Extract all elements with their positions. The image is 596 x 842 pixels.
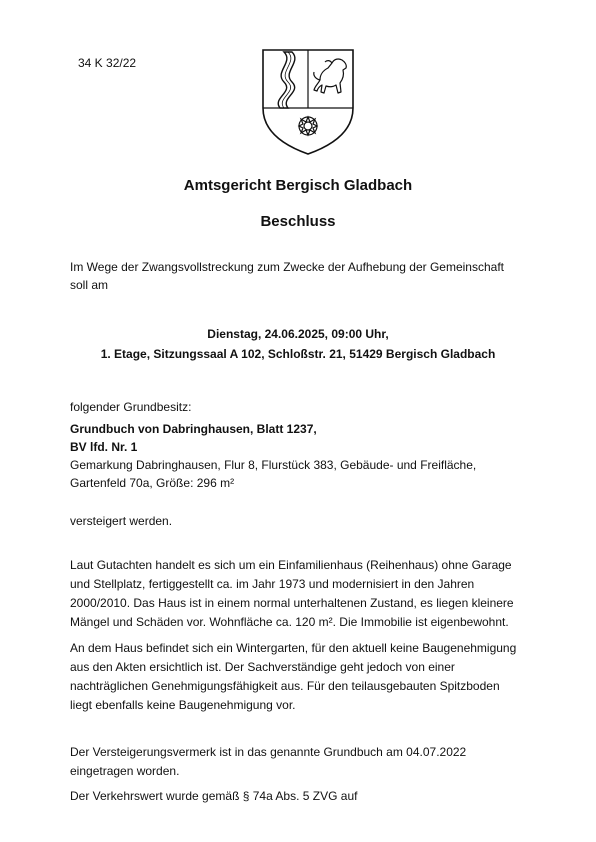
paragraph1-line-1: Laut Gutachten handelt es sich um ein Einfamilienhaus (Reihenhaus) ohne Garage [70, 558, 512, 572]
paragraph2-line-1: An dem Haus befindet sich ein Wintergarten, für den aktuell keine Baugenehmigung [70, 641, 517, 655]
bv-number: BV lfd. Nr. 1 [70, 440, 138, 454]
paragraph2-line-4: liegt ebenfalls keine Baugenehmigung vor. [70, 698, 296, 712]
nrw-coat-of-arms-icon [258, 46, 358, 158]
appointment-location: 1. Etage, Sitzungssaal A 102, Schloßstr. 21, 51429 Bergisch Gladbach [100, 347, 496, 361]
paragraph3-line-1: Der Versteigerungsvermerk ist in das genannte Grundbuch am 04.07.2022 [70, 745, 467, 759]
land-register: Grundbuch von Dabringhausen, Blatt 1237, [70, 422, 317, 436]
appointment-date: Dienstag, 24.06.2025, 09:00 Uhr, [207, 327, 389, 341]
parcel-line-2: Gartenfeld 70a, Größe: 296 m² [70, 476, 235, 490]
parcel-line-1: Gemarkung Dabringhausen, Flur 8, Flurstück 383, Gebäude- und Freifläche, [70, 458, 477, 472]
document-title: Beschluss [260, 213, 336, 230]
paragraph2-line-2: aus den Akten ersichtlich ist. Der Sachverständige geht jedoch von einer [70, 660, 455, 674]
property-label: folgender Grundbesitz: [70, 400, 192, 414]
paragraph1-line-2: und Stellplatz, fertiggestellt ca. im Jahr 1973 und modernisiert in den Jahren [70, 577, 475, 591]
case-number: 34 K 32/22 [78, 56, 137, 70]
paragraph4: Der Verkehrswert wurde gemäß § 74a Abs. 5 ZVG auf [70, 789, 358, 803]
paragraph2-line-3: nachträglichen Genehmigungsfähigkeit aus. Für den teilausgebauten Spitzboden [70, 679, 500, 693]
court-name: Amtsgericht Bergisch Gladbach [183, 177, 413, 194]
paragraph3-line-2: eingetragen worden. [70, 764, 180, 778]
paragraph1-line-3: 2000/2010. Das Haus ist in einem normal unterhaltenen Zustand, es liegen kleinere [70, 596, 514, 610]
intro-line-2: soll am [70, 278, 109, 292]
intro-line-1: Im Wege der Zwangsvollstreckung zum Zwecke der Aufhebung der Gemeinschaft [70, 260, 504, 274]
auction-phrase: versteigert werden. [70, 514, 173, 528]
paragraph1-line-4: Mängel und Schäden vor. Wohnfläche ca. 120 m². Die Immobilie ist eigenbewohnt. [70, 615, 509, 629]
